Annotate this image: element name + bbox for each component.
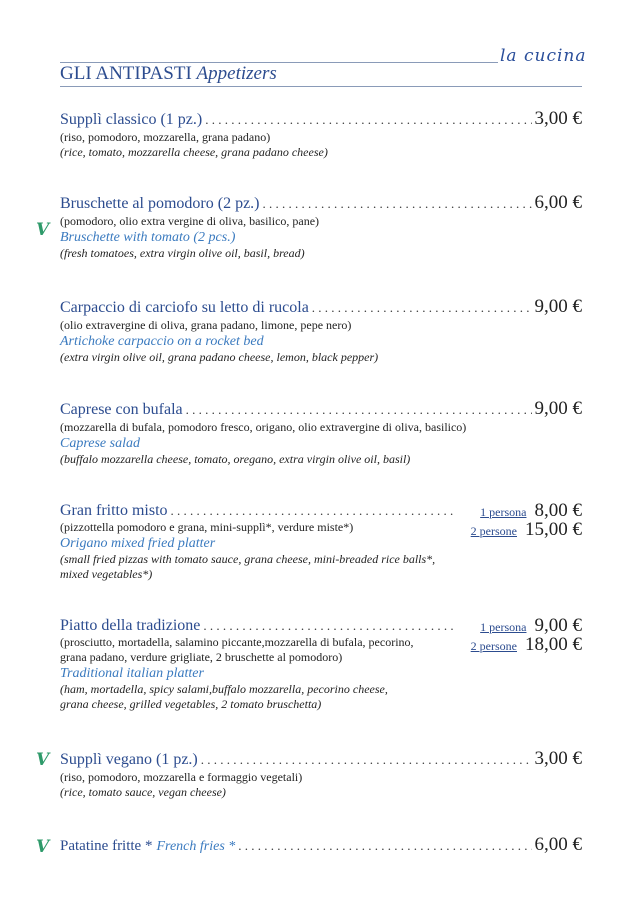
brand-script: la cucina [500, 46, 587, 66]
item-ingredients: grana padano, verdure grigliate, 2 bruschette al pomodoro) [60, 650, 343, 664]
item-price: 6,00 € [534, 834, 582, 855]
header-rule-bottom [60, 86, 582, 87]
dot-leader [205, 112, 531, 128]
item-name: Carpaccio di carciofo su letto di rucola [60, 299, 309, 316]
vegan-mark: V [36, 837, 50, 857]
item-price: 6,00 € [534, 192, 582, 213]
menu-item-caprese [60, 398, 582, 467]
item-ingredients: (prosciutto, mortadella, salamino piccante,mozzarella di bufala, pecorino, [60, 635, 414, 649]
portion-prices [471, 617, 582, 655]
portion-row [471, 636, 582, 655]
portion-price: 9,00 € [534, 615, 582, 636]
portion-label: 2 persone [470, 524, 517, 538]
menu-item-bruschette [60, 192, 582, 261]
item-ingredients-en: (small fried pizzas with tomato sauce, grana cheese, mini-breaded rice balls*, [60, 552, 436, 566]
item-ingredients-en: (buffalo mozzarella cheese, tomato, oregano, extra virgin olive oil, basil) [60, 452, 411, 466]
item-name-en: Origano mixed fried platter [60, 536, 216, 551]
item-name: Patatine fritte * [60, 838, 153, 854]
item-ingredients-en: (fresh tomatoes, extra virgin olive oil, basil, bread) [60, 246, 305, 260]
title-english: Appetizers [196, 63, 277, 84]
dot-leader [238, 838, 531, 854]
item-name-en: Artichoke carpaccio on a rocket bed [60, 334, 264, 349]
portion-prices [471, 502, 582, 540]
dot-leader [186, 402, 532, 418]
item-name: Bruschette al pomodoro (2 pz.) [60, 195, 260, 212]
page-title [60, 63, 277, 85]
portion-row [471, 521, 582, 540]
vegan-mark: V [36, 220, 50, 240]
menu-item-piatto-tradizione [60, 617, 582, 712]
title-italian: GLI ANTIPASTI [60, 63, 192, 84]
menu-item-carpaccio [60, 296, 582, 365]
portion-label: 2 persone [470, 639, 517, 653]
item-price: 9,00 € [534, 398, 582, 419]
item-price: 3,00 € [534, 748, 582, 769]
portion-label: 1 persona [480, 620, 527, 634]
item-name-en: French fries * [156, 839, 236, 854]
dot-leader [171, 503, 457, 519]
portion-price: 18,00 € [525, 634, 582, 655]
vegan-mark: V [36, 750, 50, 770]
portion-label: 1 persona [480, 505, 527, 519]
item-ingredients: (riso, pomodoro, mozzarella e formaggio vegetali) [60, 770, 303, 784]
item-name: Caprese con bufala [60, 401, 183, 418]
dot-leader [312, 300, 532, 316]
item-ingredients-en: mixed vegetables*) [60, 567, 153, 581]
item-ingredients-en: grana cheese, grilled vegetables, 2 tomato bruschetta) [60, 697, 322, 711]
item-name: Gran fritto misto [60, 502, 168, 519]
item-ingredients: (mozzarella di bufala, pomodoro fresco, origano, olio extravergine di oliva, basilico) [60, 420, 467, 434]
menu-item-suppli-classico [60, 108, 582, 160]
portion-price: 8,00 € [534, 500, 582, 521]
item-price: 3,00 € [534, 108, 582, 129]
item-name: Piatto della tradizione [60, 617, 201, 634]
dot-leader [203, 618, 457, 634]
item-ingredients-en: (rice, tomato, mozzarella cheese, grana padano cheese) [60, 145, 328, 159]
item-ingredients: (pomodoro, olio extra vergine di oliva, basilico, pane) [60, 214, 320, 228]
dot-leader [201, 752, 532, 768]
item-ingredients: (pizzottella pomodoro e grana, mini-supplì*, verdure miste*) [60, 520, 354, 534]
menu-item-suppli-vegano [60, 748, 582, 800]
item-name-en: Caprese salad [60, 436, 140, 451]
item-ingredients: (riso, pomodoro, mozzarella, grana padano) [60, 130, 271, 144]
item-ingredients: (olio extravergine di oliva, grana padano, limone, pepe nero) [60, 318, 352, 332]
dot-leader [263, 196, 532, 212]
menu-item-gran-fritto [60, 502, 582, 582]
item-price: 9,00 € [534, 296, 582, 317]
item-name-en: Bruschette with tomato (2 pcs.) [60, 230, 236, 245]
item-name: Supplì vegano (1 pz.) [60, 751, 198, 768]
item-name: Supplì classico (1 pz.) [60, 111, 203, 128]
item-ingredients-en: (rice, tomato sauce, vegan cheese) [60, 785, 226, 799]
portion-price: 15,00 € [525, 519, 582, 540]
menu-item-patatine [60, 834, 582, 856]
item-ingredients-en: (extra virgin olive oil, grana padano cheese, lemon, black pepper) [60, 350, 379, 364]
item-ingredients-en: (ham, mortadella, spicy salami,buffalo mozzarella, pecorino cheese, [60, 682, 388, 696]
item-name-en: Traditional italian platter [60, 666, 204, 681]
